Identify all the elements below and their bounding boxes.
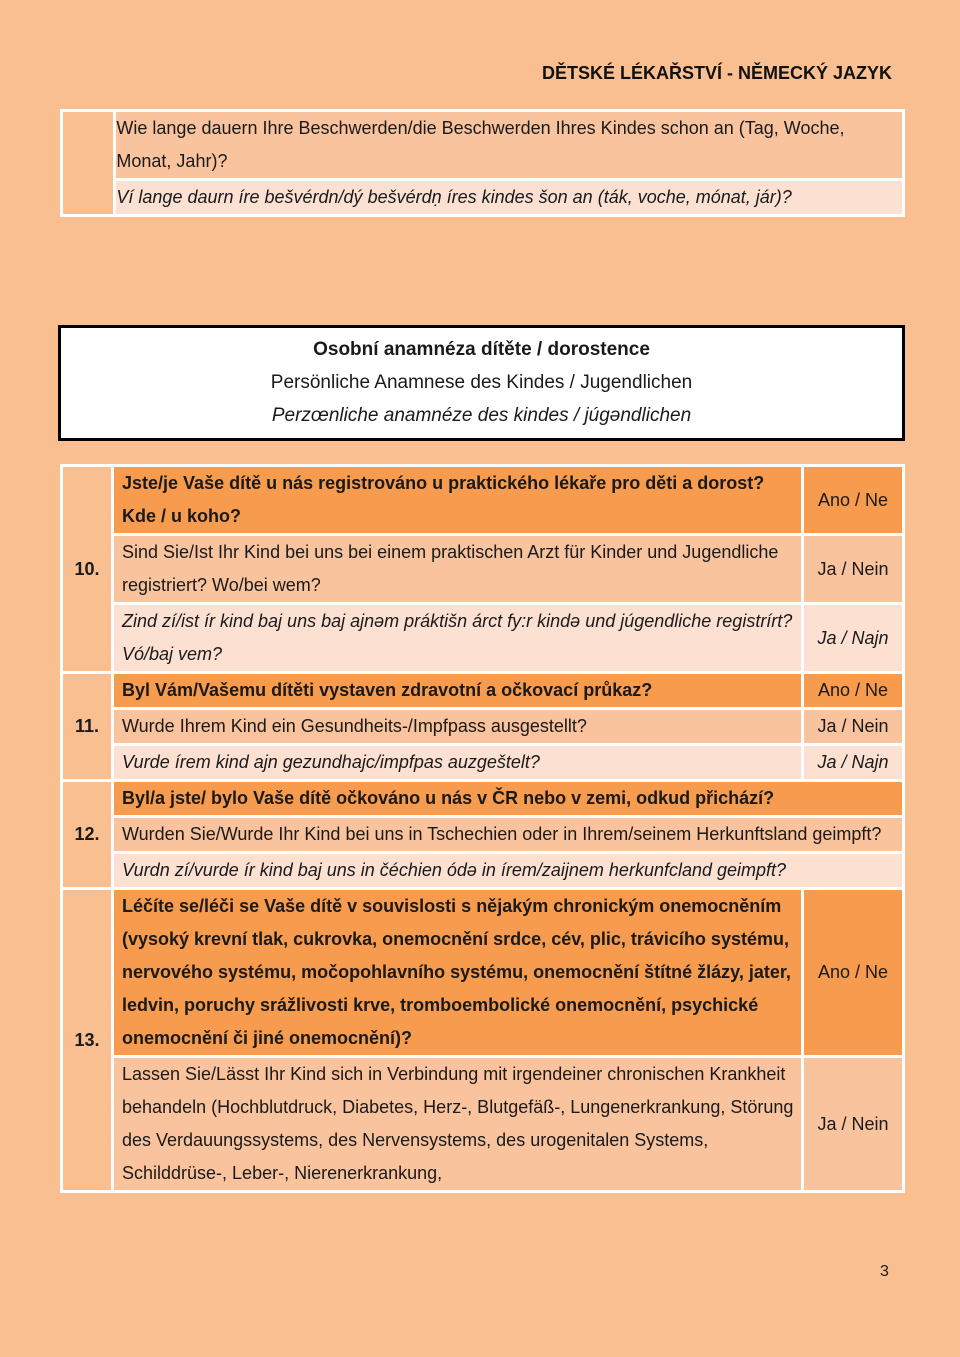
question-table-duration xyxy=(60,109,905,217)
question-text-phonetic: Vurde írem kind ajn gezundhajc/impfpas auzgeštelt? xyxy=(113,745,803,781)
question-11-row-phonetic xyxy=(62,745,904,781)
section-heading-box xyxy=(58,325,905,441)
page-number: 3 xyxy=(880,1263,889,1280)
question-number: 12. xyxy=(62,781,113,889)
question-text-cz: Byl Vám/Vašemu dítěti vystaven zdravotní a očkovací průkaz? xyxy=(113,673,803,709)
question-text-cz: Jste/je Vaše dítě u nás registrováno u praktického lékaře pro děti a dorost? Kde / u koho? xyxy=(113,466,803,535)
questions-table xyxy=(60,464,905,1193)
question-10-row-de xyxy=(62,535,904,604)
section-title-phonetic: Perzœnliche anamnéze des kindes / júgəndlichen xyxy=(271,405,692,426)
question-number: 11. xyxy=(62,673,113,781)
question-12-row-de xyxy=(62,817,904,853)
question-text-de: Wie lange dauern Ihre Beschwerden/die Beschwerden Ihres Kindes schon an (Tag, Woche, Monat, Jahr)? xyxy=(115,111,904,180)
answer-phonetic: Ja / Najn xyxy=(803,745,904,781)
answer-cz: Ano / Ne xyxy=(803,466,904,535)
question-11-row-cz xyxy=(62,673,904,709)
answer-de: Ja / Nein xyxy=(803,535,904,604)
answer-de: Ja / Nein xyxy=(803,709,904,745)
answer-phonetic: Ja / Najn xyxy=(803,604,904,673)
question-text-de: Sind Sie/Ist Ihr Kind bei uns bei einem praktischen Arzt für Kinder und Jugendliche registriert? Wo/bei wem? xyxy=(113,535,803,604)
question-number: 10. xyxy=(62,466,113,673)
answer-de: Ja / Nein xyxy=(803,1057,904,1192)
question-text-de: Lassen Sie/Lässt Ihr Kind sich in Verbindung mit irgendeiner chronischen Krankheit behandeln (Hochblutdruck, Diabetes, Herz-, Blutgefäß-, Lungenerkrankung, Störung des Verdauungssystems, des Nervensystems, des urogenitalen Systems, Schilddrüse-, Leber-, Nierenerkrankung, xyxy=(113,1057,803,1192)
question-text-phonetic: Vurdn zí/vurde ír kind baj uns in čéchien ódə in írem/zaijnem herkunfcland geimpft? xyxy=(113,853,904,889)
question-12-row-phonetic xyxy=(62,853,904,889)
question-12-row-cz xyxy=(62,781,904,817)
question-number: 13. xyxy=(62,889,113,1192)
question-10-row-phonetic xyxy=(62,604,904,673)
question-13-row-cz xyxy=(62,889,904,1057)
section-title-cz: Osobní anamnéza dítěte / dorostence xyxy=(313,339,650,360)
question-text-phonetic: Zind zí/ist ír kind baj uns baj ajnəm práktišn árct fy:r kində und júgendliche registrírt? Vó/baj vem? xyxy=(113,604,803,673)
question-13-row-de xyxy=(62,1057,904,1192)
section-title-de: Persönliche Anamnese des Kindes / Jugendlichen xyxy=(270,372,693,393)
question-text-cz: Byl/a jste/ bylo Vaše dítě očkováno u nás v ČR nebo v zemi, odkud přichází? xyxy=(113,781,904,817)
question-text-phonetic: Ví lange daurn íre bešvérdn/dý bešvérdṇ íres kindes šon an (ták, voche, mónat, jár)? xyxy=(115,180,904,216)
question-10-row-cz xyxy=(62,466,904,535)
answer-cz: Ano / Ne xyxy=(803,889,904,1057)
document-header: DĚTSKÉ LÉKAŘSTVÍ - NĚMECKÝ JAZYK xyxy=(541,63,892,83)
question-11-row-de xyxy=(62,709,904,745)
question-row-phonetic xyxy=(62,180,904,216)
question-text-de: Wurde Ihrem Kind ein Gesundheits-/Impfpass ausgestellt? xyxy=(113,709,803,745)
question-text-cz: Léčíte se/léči se Vaše dítě v souvislosti s nějakým chronickým onemocněním (vysoký krevní tlak, cukrovka, onemocnění srdce, cév, plic, trávicího systému, nervového systému, močopohlavního systému, onemocnění štítné žlázy, jater, ledvin, poruchy srážlivosti krve, tromboembolické onemocnění, psychické onemocnění či jiné onemocnění)? xyxy=(113,889,803,1057)
question-text-de: Wurden Sie/Wurde Ihr Kind bei uns in Tschechien oder in Ihrem/seinem Herkunftsland geimpft? xyxy=(113,817,904,853)
answer-cz: Ano / Ne xyxy=(803,673,904,709)
question-row-de xyxy=(62,111,904,180)
question-number-cell xyxy=(62,111,115,216)
